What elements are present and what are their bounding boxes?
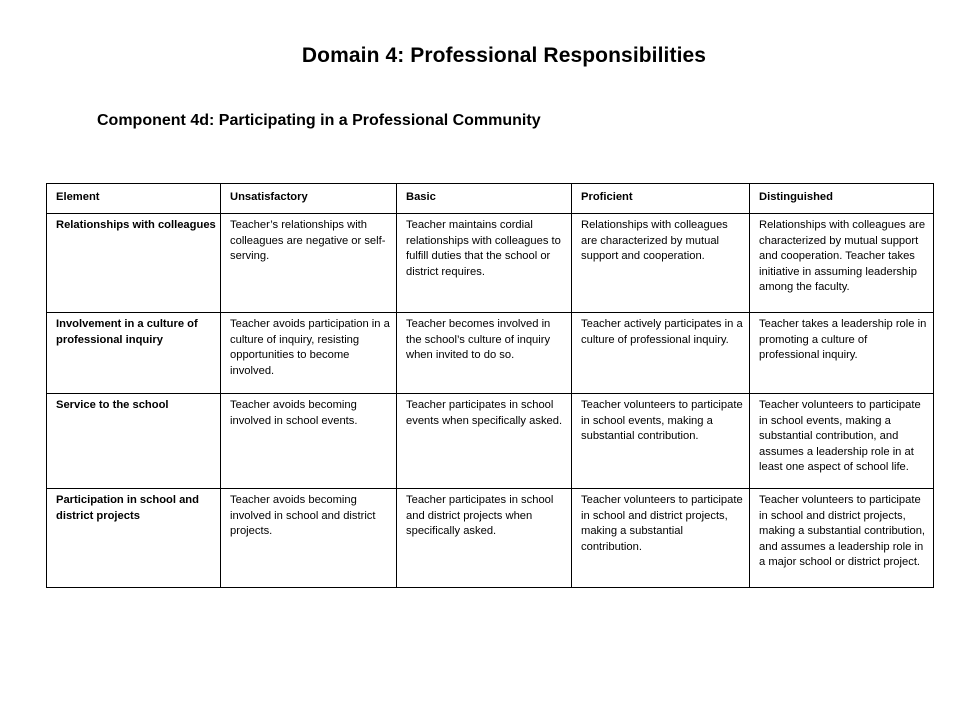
basic-cell: Teacher participates in school and district projects when specifically asked. [397, 489, 572, 588]
distinguished-cell: Teacher volunteers to participate in school and district projects, making a substantial contribution, and assumes a leadership role in a major school or district project. [750, 489, 934, 588]
element-cell: Participation in school and district projects [47, 489, 221, 588]
distinguished-cell: Relationships with colleagues are characterized by mutual support and cooperation. Teacher takes initiative in assuming leadership among the faculty. [750, 214, 934, 313]
unsatisfactory-cell: Teacher avoids becoming involved in school and district projects. [221, 489, 397, 588]
basic-cell: Teacher maintains cordial relationships with colleagues to fulfill duties that the school or district requires. [397, 214, 572, 313]
table-row [47, 214, 934, 313]
element-cell: Involvement in a culture of professional inquiry [47, 313, 221, 394]
unsatisfactory-cell: Teacher avoids becoming involved in school events. [221, 394, 397, 489]
rubric-table [46, 183, 934, 588]
distinguished-cell: Teacher volunteers to participate in school events, making a substantial contribution, and assumes a leadership role in at least one aspect of school life. [750, 394, 934, 489]
element-cell: Relationships with colleagues [47, 214, 221, 313]
header-proficient: Proficient [572, 184, 750, 214]
table-row [47, 313, 934, 394]
unsatisfactory-cell: Teacher avoids participation in a culture of inquiry, resisting opportunities to become involved. [221, 313, 397, 394]
basic-cell: Teacher becomes involved in the school’s culture of inquiry when invited to do so. [397, 313, 572, 394]
page-title: Domain 4: Professional Responsibilities [301, 44, 707, 67]
table-row [47, 489, 934, 588]
proficient-cell: Relationships with colleagues are characterized by mutual support and cooperation. [572, 214, 750, 313]
header-distinguished: Distinguished [750, 184, 934, 214]
element-cell: Service to the school [47, 394, 221, 489]
component-subtitle: Component 4d: Participating in a Professional Community [97, 112, 541, 129]
proficient-cell: Teacher actively participates in a culture of professional inquiry. [572, 313, 750, 394]
distinguished-cell: Teacher takes a leadership role in promoting a culture of professional inquiry. [750, 313, 934, 394]
proficient-cell: Teacher volunteers to participate in school and district projects, making a substantial contribution. [572, 489, 750, 588]
table-header-row [47, 184, 934, 214]
basic-cell: Teacher participates in school events when specifically asked. [397, 394, 572, 489]
table-row [47, 394, 934, 489]
header-basic: Basic [397, 184, 572, 214]
proficient-cell: Teacher volunteers to participate in school events, making a substantial contribution. [572, 394, 750, 489]
header-element: Element [47, 184, 221, 214]
header-unsatisfactory: Unsatisfactory [221, 184, 397, 214]
unsatisfactory-cell: Teacher’s relationships with colleagues are negative or self-serving. [221, 214, 397, 313]
